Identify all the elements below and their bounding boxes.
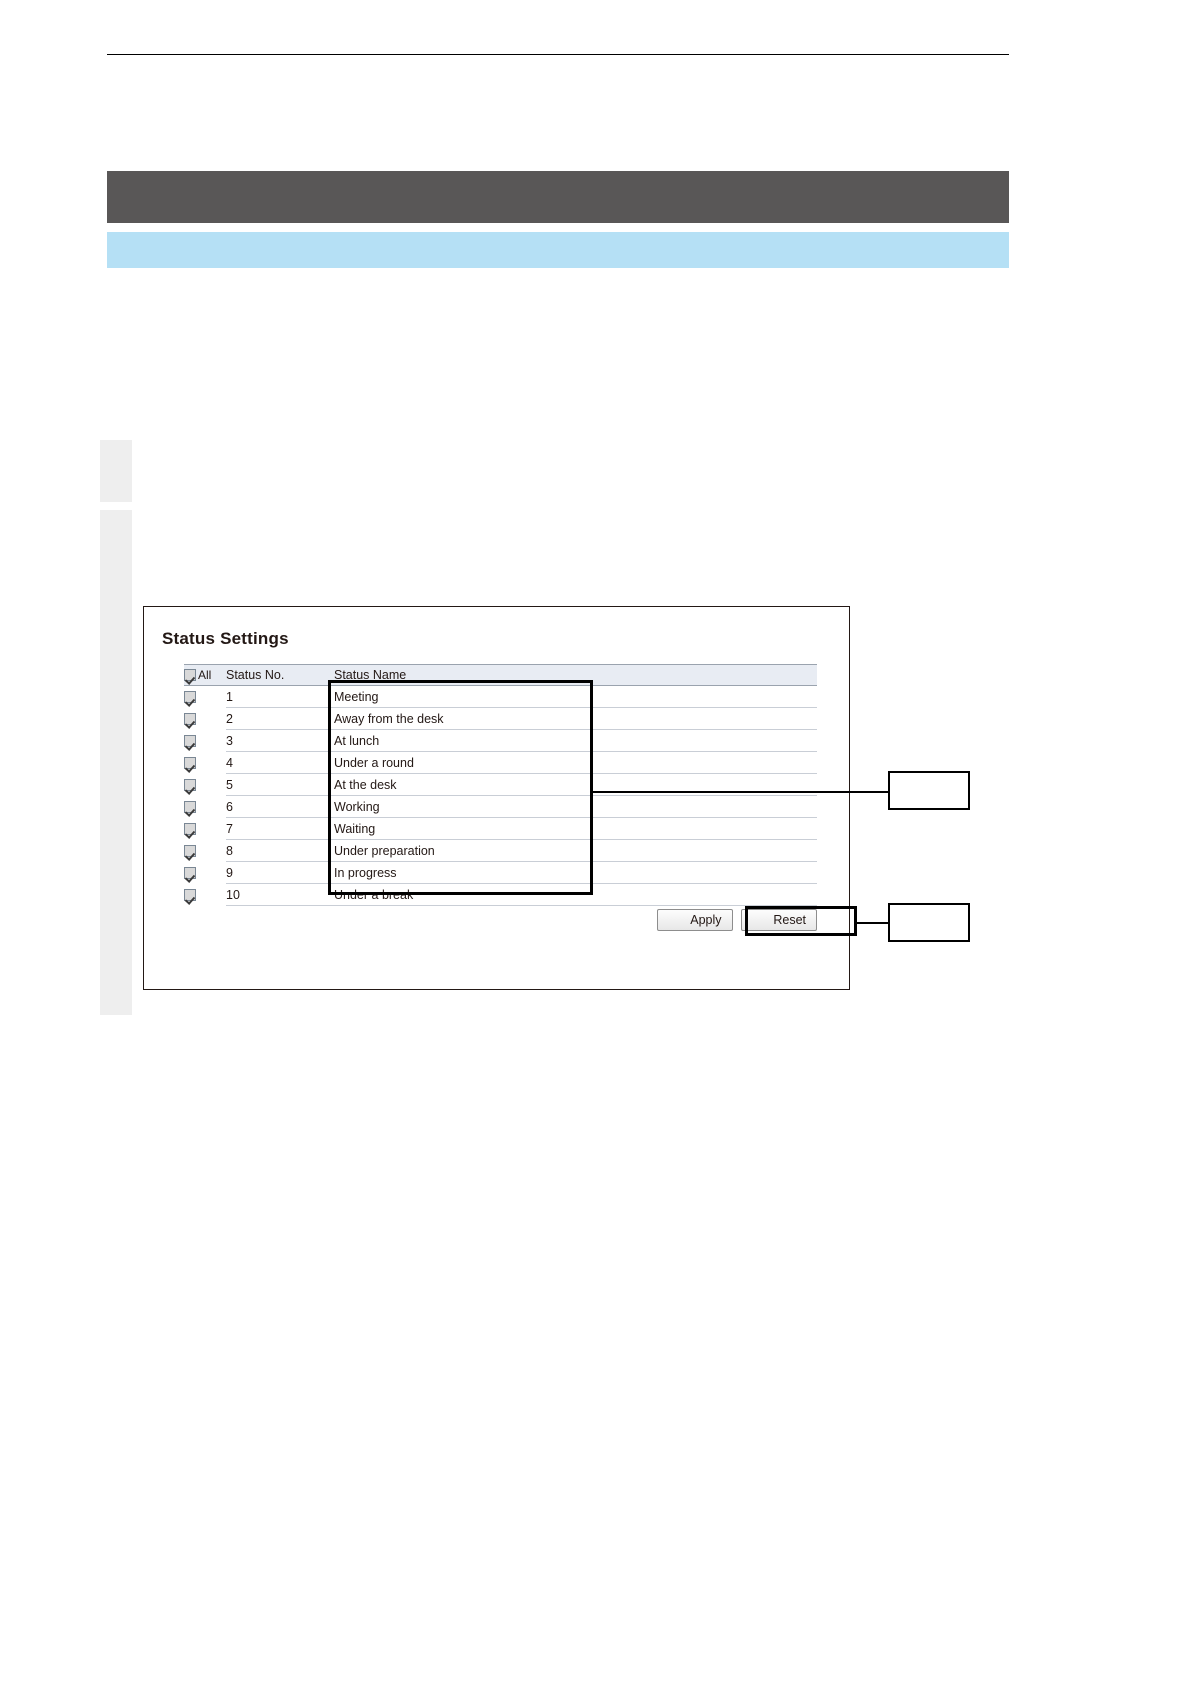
subsection-header-bar xyxy=(107,232,1009,268)
apply-button[interactable]: Apply xyxy=(657,909,733,931)
status-name-input[interactable]: Meeting xyxy=(334,686,574,708)
callout-box-1 xyxy=(888,771,970,810)
row-checkbox[interactable] xyxy=(184,779,196,791)
row-checkbox-cell[interactable] xyxy=(184,840,226,862)
section-header-bar xyxy=(107,171,1009,223)
row-spacer-cell xyxy=(574,730,817,752)
table-row xyxy=(184,708,817,730)
table-row xyxy=(184,730,817,752)
status-no-cell: 3 xyxy=(226,730,334,752)
row-checkbox[interactable] xyxy=(184,801,196,813)
row-checkbox[interactable] xyxy=(184,713,196,725)
callout-leader-line-2 xyxy=(855,922,889,924)
status-no-cell: 4 xyxy=(226,752,334,774)
callout-leader-line-1 xyxy=(592,791,889,793)
row-checkbox-cell[interactable] xyxy=(184,730,226,752)
table-row xyxy=(184,862,817,884)
status-no-cell: 8 xyxy=(226,840,334,862)
side-tab-lower xyxy=(100,510,132,1015)
table-row xyxy=(184,686,817,708)
table-header-row xyxy=(184,665,817,686)
row-spacer-cell xyxy=(574,884,817,906)
select-all-label: All xyxy=(198,668,212,682)
status-no-cell: 9 xyxy=(226,862,334,884)
table-row xyxy=(184,796,817,818)
row-checkbox-cell[interactable] xyxy=(184,884,226,906)
status-table xyxy=(184,664,817,906)
row-checkbox[interactable] xyxy=(184,757,196,769)
status-name-input[interactable]: At lunch xyxy=(334,730,574,752)
status-name-input[interactable]: Under preparation xyxy=(334,840,574,862)
row-spacer-cell xyxy=(574,840,817,862)
row-checkbox[interactable] xyxy=(184,735,196,747)
row-checkbox-cell[interactable] xyxy=(184,752,226,774)
row-checkbox-cell[interactable] xyxy=(184,862,226,884)
status-no-cell: 6 xyxy=(226,796,334,818)
select-all-header[interactable] xyxy=(184,665,226,686)
row-checkbox[interactable] xyxy=(184,691,196,703)
status-no-cell: 5 xyxy=(226,774,334,796)
page-title: Status Settings xyxy=(162,629,289,648)
row-spacer-cell xyxy=(574,818,817,840)
row-spacer-cell xyxy=(574,862,817,884)
row-checkbox-cell[interactable] xyxy=(184,796,226,818)
status-no-cell: 2 xyxy=(226,708,334,730)
row-spacer-cell xyxy=(574,796,817,818)
table-row xyxy=(184,840,817,862)
table-row xyxy=(184,752,817,774)
page-top-rule xyxy=(107,54,1009,55)
status-no-cell: 7 xyxy=(226,818,334,840)
row-checkbox[interactable] xyxy=(184,845,196,857)
row-spacer-cell xyxy=(574,752,817,774)
status-no-cell: 1 xyxy=(226,686,334,708)
status-name-input[interactable]: Waiting xyxy=(334,818,574,840)
row-spacer-cell xyxy=(574,708,817,730)
status-name-header: Status Name xyxy=(334,665,574,686)
callout-box-2 xyxy=(888,903,970,942)
status-name-input[interactable]: Under a round xyxy=(334,752,574,774)
table-row xyxy=(184,884,817,906)
status-name-input[interactable]: In progress xyxy=(334,862,574,884)
status-table-body xyxy=(184,686,817,906)
reset-button[interactable]: Reset xyxy=(741,909,817,931)
status-name-input[interactable]: Away from the desk xyxy=(334,708,574,730)
select-all-checkbox[interactable] xyxy=(184,669,196,681)
table-row xyxy=(184,818,817,840)
status-name-input[interactable]: At the desk xyxy=(334,774,574,796)
row-checkbox[interactable] xyxy=(184,823,196,835)
row-checkbox-cell[interactable] xyxy=(184,686,226,708)
status-no-cell: 10 xyxy=(226,884,334,906)
button-row xyxy=(144,909,817,931)
row-checkbox[interactable] xyxy=(184,867,196,879)
row-checkbox-cell[interactable] xyxy=(184,774,226,796)
row-checkbox[interactable] xyxy=(184,889,196,901)
status-name-input[interactable]: Under a break xyxy=(334,884,574,906)
side-tab-upper xyxy=(100,440,132,502)
status-name-input[interactable]: Working xyxy=(334,796,574,818)
row-spacer-cell xyxy=(574,686,817,708)
spacer-header xyxy=(574,665,817,686)
status-settings-figure xyxy=(143,606,850,990)
status-no-header: Status No. xyxy=(226,665,334,686)
row-checkbox-cell[interactable] xyxy=(184,818,226,840)
row-checkbox-cell[interactable] xyxy=(184,708,226,730)
